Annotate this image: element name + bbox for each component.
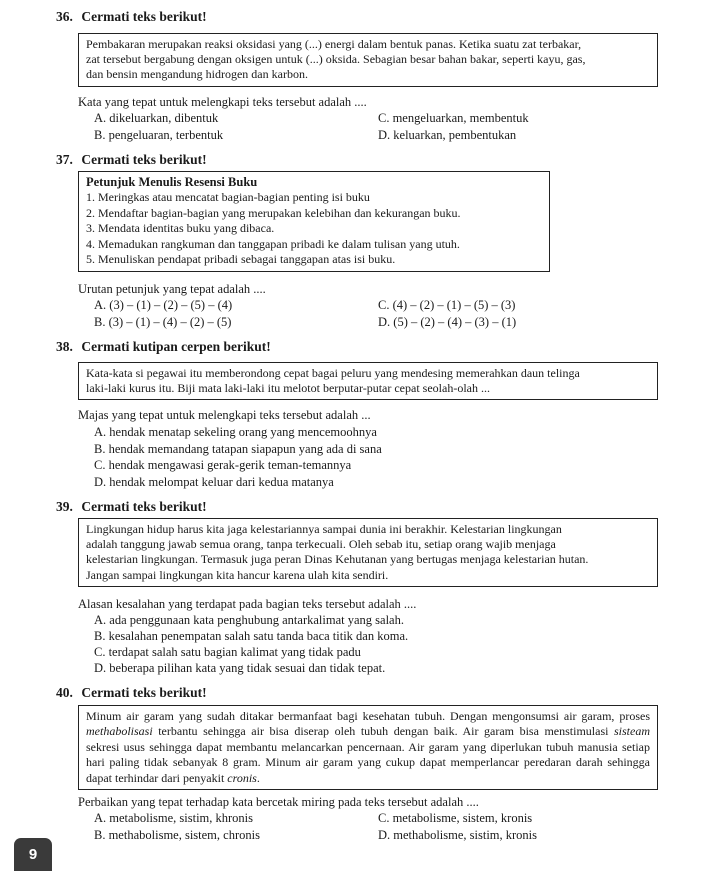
page-number-badge: 9 bbox=[14, 838, 52, 871]
passage-line: zat tersebut bergabung dengan oksigen untuk (...) oksida. Sebagian besar bahan bakar, seperti kayu, gas, bbox=[86, 52, 586, 67]
question-number: 39. bbox=[56, 499, 73, 514]
passage-text: sekresi usus sehingga dapat membantu melancarkan pencernaan. Air garam yang diperlukan tubuh manusia setiap hari paling tidak sebanyak 8 gram. Minum air garam yang cukup dapat memperlancar peredaran darah sehingga dapat terhindar dari penyakit bbox=[86, 739, 650, 785]
question-40-option-a[interactable]: A. metabolisme, sistim, khronis bbox=[94, 811, 254, 825]
question-37-prompt: Urutan petunjuk yang tepat adalah .... bbox=[78, 282, 266, 296]
question-number: 38. bbox=[56, 339, 73, 354]
passage-line: adalah tanggung jawab semua orang, tanpa terkecuali. Oleh sebab itu, setiap orang wajib menjaga bbox=[86, 537, 556, 552]
question-36-prompt: Kata yang tepat untuk melengkapi teks tersebut adalah .... bbox=[78, 95, 367, 109]
question-number: 40. bbox=[56, 685, 73, 700]
question-instruction: Cermati teks berikut! bbox=[81, 685, 207, 700]
question-39-option-c[interactable]: C. terdapat salah satu bagian kalimat yang tidak padu bbox=[94, 645, 361, 659]
question-number: 36. bbox=[56, 9, 73, 24]
question-40-prompt: Perbaikan yang tepat terhadap kata bercetak miring pada teks tersebut adalah .... bbox=[78, 795, 479, 809]
question-38-excerpt-box bbox=[78, 362, 658, 400]
passage-text: terbantu sehingga air bisa diserap oleh tubuh dengan baik. Air garam bisa menstimulasi bbox=[152, 724, 614, 739]
question-39-prompt: Alasan kesalahan yang terdapat pada bagian teks tersebut adalah .... bbox=[78, 597, 417, 611]
italic-word: cronis bbox=[227, 770, 257, 785]
question-37-guide-box bbox=[78, 171, 550, 272]
question-36-option-c[interactable]: C. mengeluarkan, membentuk bbox=[378, 111, 529, 125]
passage-line: Lingkungan hidup harus kita jaga kelestariannya sampai dunia ini berakhir. Kelestarian lingkungan bbox=[86, 522, 562, 536]
question-instruction: Cermati teks berikut! bbox=[81, 152, 207, 167]
question-36-option-a[interactable]: A. dikeluarkan, dibentuk bbox=[94, 111, 219, 125]
passage-line: Pembakaran merupakan reaksi oksidasi yang (...) energi dalam bentuk panas. Ketika suatu zat terbakar, bbox=[86, 37, 582, 51]
question-39-option-a[interactable]: A. ada penggunaan kata penghubung antarkalimat yang salah. bbox=[94, 613, 404, 627]
question-38-option-c[interactable]: C. hendak mengawasi gerak-gerik teman-temannya bbox=[94, 458, 352, 472]
question-number: 37. bbox=[56, 152, 73, 167]
guide-step: 1. Meringkas atau mencatat bagian-bagian penting isi buku bbox=[86, 190, 370, 204]
passage-line: Jangan sampai lingkungan kita hancur karena ulah kita sendiri. bbox=[86, 567, 389, 582]
question-instruction: Cermati kutipan cerpen berikut! bbox=[81, 339, 271, 354]
italic-word: sisteam bbox=[614, 724, 650, 739]
question-37-option-d[interactable]: D. (5) – (2) – (4) – (3) – (1) bbox=[378, 315, 517, 329]
passage-line: kelestarian lingkungan. Termasuk juga peran Dinas Kehutanan yang bertugas menjaga kelestarian hutan. bbox=[86, 552, 589, 567]
question-39-heading bbox=[56, 499, 207, 515]
question-instruction: Cermati teks berikut! bbox=[81, 9, 207, 24]
passage-line: Kata-kata si pegawai itu memberondong cepat bagai peluru yang mendesing memerahkan daun telinga bbox=[86, 366, 580, 380]
guide-step: 4. Memadukan rangkuman dan tanggapan pribadi ke dalam tulisan yang utuh. bbox=[86, 236, 460, 251]
question-37-heading bbox=[56, 152, 207, 168]
guide-title: Petunjuk Menulis Resensi Buku bbox=[86, 175, 258, 189]
guide-step: 2. Mendaftar bagian-bagian yang merupakan kelebihan dan kekurangan buku. bbox=[86, 205, 461, 220]
question-40-option-b[interactable]: B. methabolisme, sistem, chronis bbox=[94, 828, 260, 842]
guide-step: 3. Mendata identitas buku yang dibaca. bbox=[86, 221, 275, 236]
passage-text: Minum air garam yang sudah ditakar bermanfaat bagi kesehatan tubuh. Dengan mengonsumsi air garam, proses bbox=[86, 709, 650, 723]
question-36-option-b[interactable]: B. pengeluaran, terbentuk bbox=[94, 128, 224, 142]
passage-text: . bbox=[256, 770, 260, 785]
question-39-option-d[interactable]: D. beberapa pilihan kata yang tidak sesuai dan tidak tepat. bbox=[94, 661, 386, 675]
italic-word: methabolisasi bbox=[86, 724, 153, 739]
question-38-option-d[interactable]: D. hendak melompat keluar dari kedua matanya bbox=[94, 475, 334, 489]
question-37-option-c[interactable]: C. (4) – (2) – (1) – (5) – (3) bbox=[378, 298, 516, 312]
question-39-passage-box bbox=[78, 518, 658, 587]
passage-line: laki-laki kurus itu. Biji mata laki-laki itu melotot berputar-putar cepat seolah-olah ... bbox=[86, 381, 490, 396]
question-40-passage-box bbox=[78, 705, 658, 790]
passage-line: dan bensin mengandung hidrogen dan karbon. bbox=[86, 67, 308, 82]
question-38-prompt: Majas yang tepat untuk melengkapi teks tersebut adalah ... bbox=[78, 408, 371, 422]
question-40-option-d[interactable]: D. methabolisme, sistim, kronis bbox=[378, 828, 538, 842]
question-38-heading bbox=[56, 339, 271, 355]
question-39-option-b[interactable]: B. kesalahan penempatan salah satu tanda baca titik dan koma. bbox=[94, 629, 409, 643]
question-37-option-a[interactable]: A. (3) – (1) – (2) – (5) – (4) bbox=[94, 298, 233, 312]
question-instruction: Cermati teks berikut! bbox=[81, 499, 207, 514]
question-36-passage-box bbox=[78, 33, 658, 87]
question-36-heading bbox=[56, 9, 207, 25]
guide-step: 5. Menuliskan pendapat pribadi sebagai tanggapan atas isi buku. bbox=[86, 252, 396, 267]
question-40-option-c[interactable]: C. metabolisme, sistem, kronis bbox=[378, 811, 533, 825]
question-36-option-d[interactable]: D. keluarkan, pembentukan bbox=[378, 128, 517, 142]
question-40-heading bbox=[56, 685, 207, 701]
question-38-option-a[interactable]: A. hendak menatap sekeling orang yang mencemoohnya bbox=[94, 425, 377, 439]
question-38-option-b[interactable]: B. hendak memandang tatapan siapapun yang ada di sana bbox=[94, 442, 382, 456]
question-37-option-b[interactable]: B. (3) – (1) – (4) – (2) – (5) bbox=[94, 315, 232, 329]
